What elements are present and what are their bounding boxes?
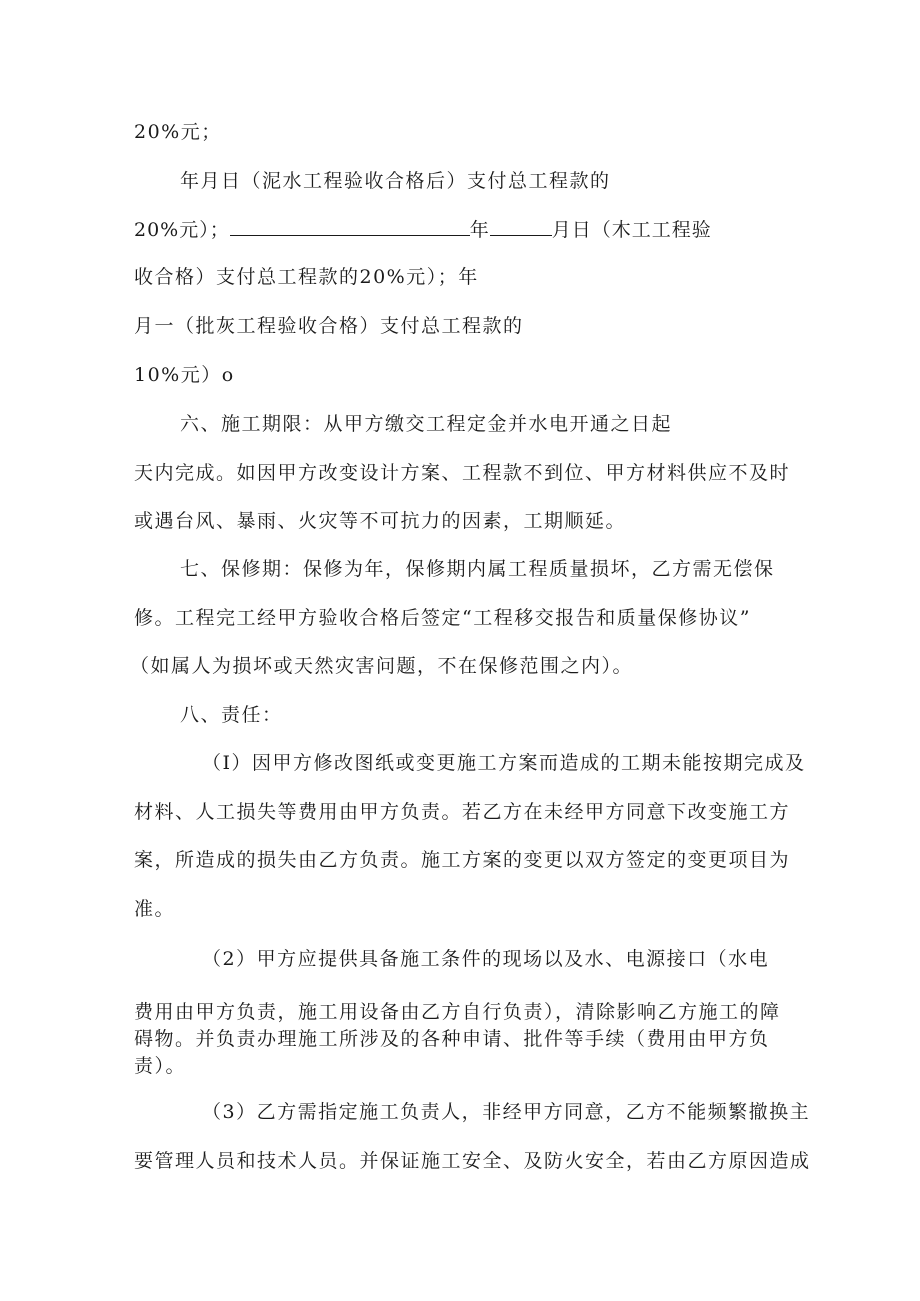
text-line: 碍物。并负责办理施工所涉及的各种申请、批件等手续（费用由甲方负 (134, 1028, 770, 1050)
text-line: 责）。 (134, 1055, 187, 1077)
text-line: （2）甲方应提供具备施工条件的现场以及水、电源接口（水电 (202, 948, 770, 970)
text-line: 收合格）支付总工程款的20%元）；年 (134, 266, 479, 288)
blank-underline (230, 217, 470, 236)
text-line: 八、责任： (180, 704, 283, 726)
text-segment: 20%元）； (134, 219, 230, 241)
text-line: 10%元）o (134, 364, 235, 386)
text-line: 年月日（泥水工程验收合格后）支付总工程款的 (180, 170, 611, 192)
text-line: 20%元； (134, 121, 222, 143)
text-line: 或遇台风、暴雨、火灾等不可抗力的因素，工期顺延。 (134, 510, 627, 532)
text-line: 七、保修期：保修为年，保修期内属工程质量损坏，乙方需无偿保 (180, 558, 775, 580)
text-line: （如属人为损坏或天然灾害问题，不在保修范围之内）。 (130, 655, 634, 677)
text-segment: 月日（木工工程验 (551, 219, 712, 241)
text-line: 材料、人工损失等费用由甲方负责。若乙方在未经甲方同意下改变施工方 (134, 801, 791, 823)
text-line (134, 217, 712, 242)
text-line: 案，所造成的损失由乙方负责。施工方案的变更以双方签定的变更项目为 (134, 849, 791, 871)
text-line: 费用由甲方负责，施工用设备由乙方自行负责），清除影响乙方施工的障 (134, 1001, 781, 1023)
text-segment: 年 (469, 219, 490, 241)
text-line: 要管理人员和技术人员。并保证施工安全、及防火安全，若由乙方原因造成 (134, 1150, 811, 1172)
text-line: （I）因甲方修改图纸或变更施工方案而造成的工期未能按期完成及 (202, 752, 806, 774)
text-line: 月一（批灰工程验收合格）支付总工程款的 (134, 315, 524, 337)
text-line: 天内完成。如因甲方改变设计方案、工程款不到位、甲方材料供应不及时 (134, 462, 791, 484)
text-line: 六、施工期限：从甲方缴交工程定金并水电开通之日起 (180, 413, 673, 435)
text-line: （3）乙方需指定施工负责人，非经甲方同意，乙方不能频繁撤换主 (202, 1101, 811, 1123)
text-line: 准。 (134, 898, 176, 920)
text-line: 修。工程完工经甲方验收合格后签定“工程移交报告和质量保修协议” (134, 607, 751, 629)
blank-underline (490, 217, 552, 236)
